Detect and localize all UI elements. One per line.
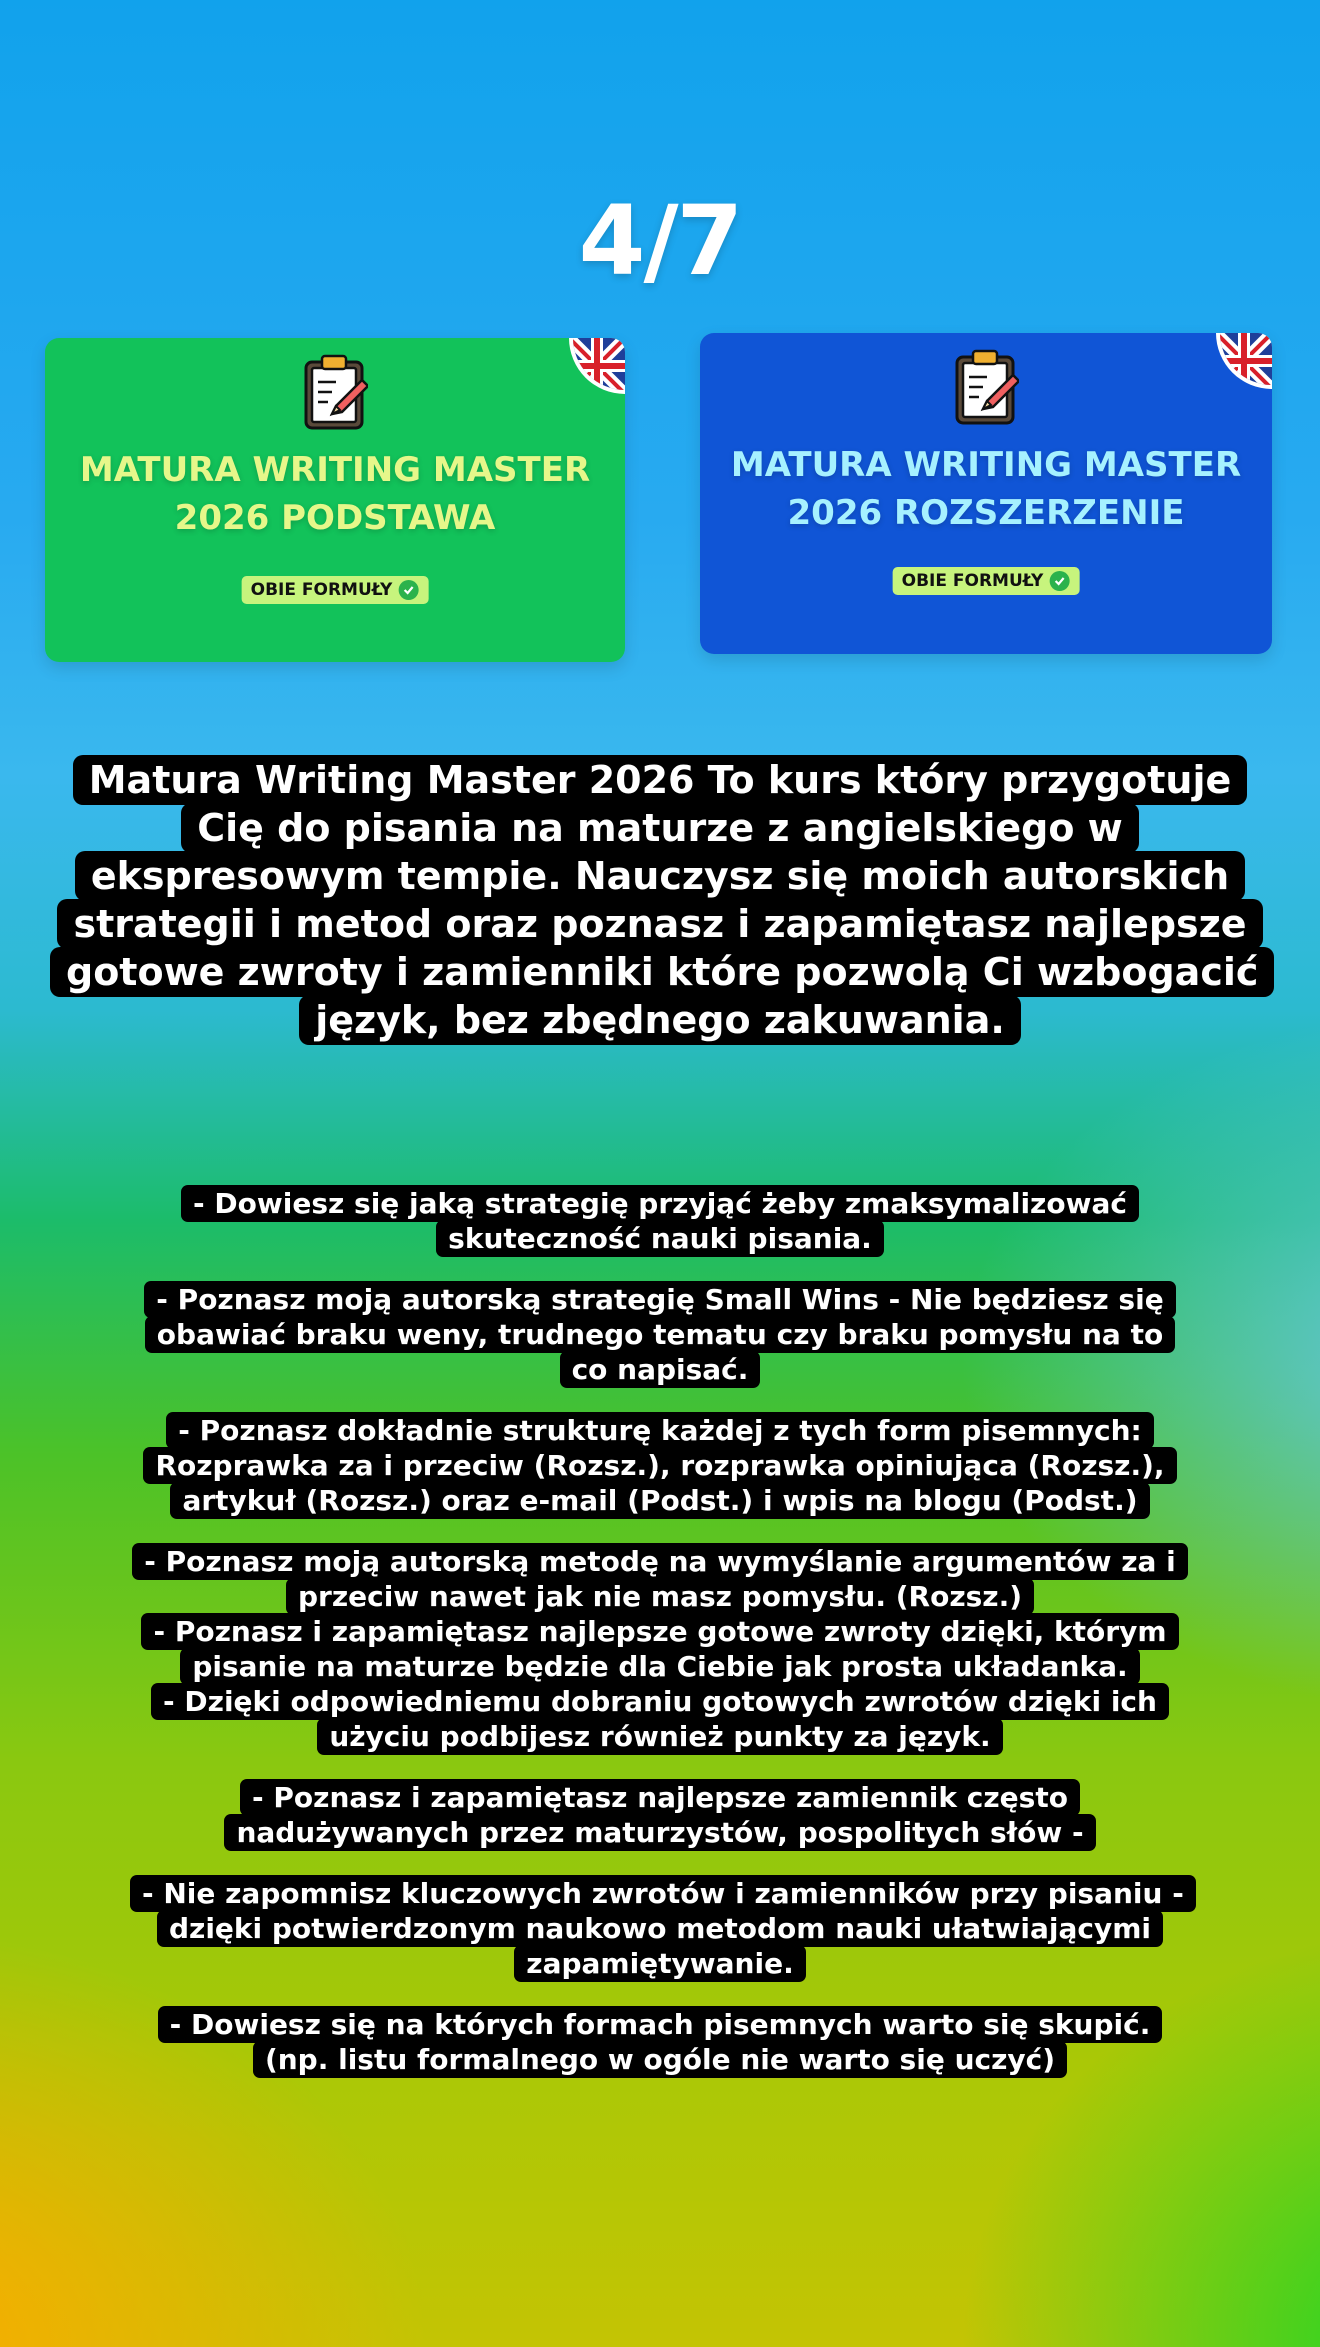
check-circle-icon — [1049, 571, 1069, 591]
course-card-podstawa[interactable] — [45, 338, 625, 662]
feature-item: - Nie zapomnisz kluczowych zwrotów i zamienników przy pisaniu - dzięki potwierdzonym naukowo metodom nauki ułatwiającymi zapamiętywanie. — [130, 1875, 1196, 1982]
formula-badge: OBIE FORMUŁY — [893, 567, 1080, 595]
card-title: MATURA WRITING MASTER 2026 ROZSZERZENIE — [730, 445, 1242, 533]
feature-item: - Poznasz moją autorską metodę na wymyślanie argumentów za i przeciw nawet jak nie masz pomysłu. (Rozsz.) — [132, 1543, 1187, 1615]
feature-item: - Dowiesz się jaką strategię przyjąć żeby zmaksymalizować skuteczność nauki pisania. — [181, 1185, 1139, 1257]
feature-item: - Poznasz moją autorską strategię Small Wins - Nie będziesz się obawiać braku weny, trudnego tematu czy braku pomysłu na to co napisać. — [144, 1281, 1175, 1388]
uk-flag-icon — [1216, 333, 1272, 389]
uk-flag-icon — [569, 338, 625, 394]
clipboard-pencil-icon — [953, 347, 1019, 427]
slide-counter: 4/7 — [578, 185, 742, 297]
course-description: Matura Writing Master 2026 To kurs który przygotuje Cię do pisania na maturze z angielskiego w ekspresowym tempie. Nauczysz się moich autorskich strategii i metod oraz poznasz i zapamiętasz najlepsze gotowe zwroty i zamienniki które pozwolą Ci wzbogacić język, bez zbędnego zakuwania. — [50, 756, 1270, 1044]
formula-badge: OBIE FORMUŁY — [242, 576, 429, 604]
feature-item: - Poznasz i zapamiętasz najlepsze gotowe zwroty dzięki, którym pisanie na maturze będzie dla Ciebie jak prosta układanka. — [141, 1613, 1178, 1685]
feature-item: - Dowiesz się na których formach pisemnych warto się skupić. (np. listu formalnego w ogóle nie warto się uczyć) — [158, 2006, 1163, 2078]
feature-item: - Poznasz i zapamiętasz najlepsze zamiennik często nadużywanych przez maturzystów, pospolitych słów - — [224, 1779, 1095, 1851]
feature-list — [130, 1186, 1190, 2103]
course-card-rozszerzenie[interactable] — [700, 333, 1272, 654]
check-circle-icon — [398, 580, 418, 600]
feature-item: - Poznasz dokładnie strukturę każdej z tych form pisemnych: Rozprawka za i przeciw (Rozsz.), rozprawka opiniująca (Rozsz.), artykuł (Rozsz.) oraz e-mail (Podst.) i wpis na blogu (Podst.) — [143, 1412, 1176, 1519]
clipboard-pencil-icon — [302, 352, 368, 432]
card-title: MATURA WRITING MASTER 2026 PODSTAWA — [79, 450, 591, 538]
feature-item: - Dzięki odpowiedniemu dobraniu gotowych zwrotów dzięki ich użyciu podbijesz również punkty za język. — [151, 1683, 1169, 1755]
